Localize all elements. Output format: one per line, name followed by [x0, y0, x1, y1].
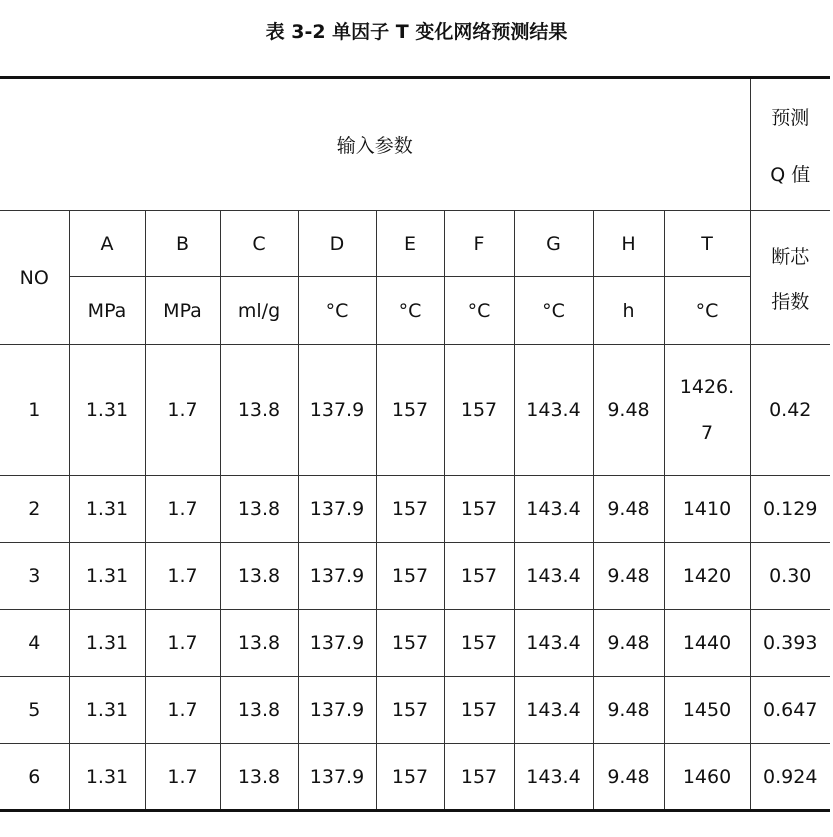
- unit-h: h: [593, 277, 664, 345]
- col-header-e: E: [376, 211, 444, 277]
- cell-a: 1.31: [69, 476, 145, 543]
- header-row-units: [0, 277, 830, 345]
- cell-no: 1: [0, 345, 69, 476]
- col-header-c: C: [220, 211, 298, 277]
- col-header-t: T: [664, 211, 750, 277]
- unit-f: °C: [444, 277, 514, 345]
- cell-no: 4: [0, 610, 69, 677]
- unit-d: °C: [298, 277, 376, 345]
- cell-f: 157: [444, 476, 514, 543]
- cell-e: 157: [376, 610, 444, 677]
- cell-c: 13.8: [220, 476, 298, 543]
- table-row: [0, 543, 830, 610]
- unit-c: ml/g: [220, 277, 298, 345]
- cell-q: 0.393: [750, 610, 830, 677]
- cell-no: 3: [0, 543, 69, 610]
- cell-q: 0.42: [750, 345, 830, 476]
- cell-f: 157: [444, 543, 514, 610]
- cell-b: 1.7: [145, 345, 220, 476]
- cell-e: 157: [376, 476, 444, 543]
- unit-g: °C: [514, 277, 593, 345]
- cell-h: 9.48: [593, 744, 664, 811]
- cell-t: 1440: [664, 610, 750, 677]
- unit-b: MPa: [145, 277, 220, 345]
- cell-d: 137.9: [298, 476, 376, 543]
- cell-q: 0.924: [750, 744, 830, 811]
- cell-f: 157: [444, 744, 514, 811]
- table-row: [0, 677, 830, 744]
- cell-t: 1450: [664, 677, 750, 744]
- predict-q-header: 预测 Q 值: [750, 78, 830, 211]
- cell-h: 9.48: [593, 610, 664, 677]
- cell-a: 1.31: [69, 543, 145, 610]
- cell-d: 137.9: [298, 345, 376, 476]
- cell-a: 1.31: [69, 744, 145, 811]
- cell-f: 157: [444, 345, 514, 476]
- table-title: 表 3-2 单因子 T 变化网络预测结果: [265, 21, 568, 43]
- col-header-b: B: [145, 211, 220, 277]
- unit-t: °C: [664, 277, 750, 345]
- col-header-h: H: [593, 211, 664, 277]
- cell-t: 1460: [664, 744, 750, 811]
- cell-no: 2: [0, 476, 69, 543]
- unit-a: MPa: [69, 277, 145, 345]
- table-row: [0, 744, 830, 811]
- cell-t: 1410: [664, 476, 750, 543]
- cell-c: 13.8: [220, 543, 298, 610]
- cell-g: 143.4: [514, 610, 593, 677]
- cell-e: 157: [376, 345, 444, 476]
- cell-h: 9.48: [593, 476, 664, 543]
- cell-c: 13.8: [220, 677, 298, 744]
- header-row-names: [0, 211, 830, 277]
- cell-q: 0.129: [750, 476, 830, 543]
- cell-t: 1420: [664, 543, 750, 610]
- no-header: NO: [0, 211, 69, 345]
- cell-b: 1.7: [145, 677, 220, 744]
- cell-c: 13.8: [220, 744, 298, 811]
- cell-h: 9.48: [593, 543, 664, 610]
- cell-d: 137.9: [298, 744, 376, 811]
- cell-q: 0.30: [750, 543, 830, 610]
- cell-c: 13.8: [220, 345, 298, 476]
- cell-f: 157: [444, 610, 514, 677]
- cell-f: 157: [444, 677, 514, 744]
- col-header-f: F: [444, 211, 514, 277]
- cell-a: 1.31: [69, 345, 145, 476]
- table-row: [0, 476, 830, 543]
- unit-e: °C: [376, 277, 444, 345]
- cell-g: 143.4: [514, 543, 593, 610]
- index-header: 断芯 指数: [750, 211, 830, 345]
- cell-a: 1.31: [69, 677, 145, 744]
- cell-c: 13.8: [220, 610, 298, 677]
- cell-a: 1.31: [69, 610, 145, 677]
- cell-e: 157: [376, 744, 444, 811]
- cell-t: 1426. 7: [664, 345, 750, 476]
- cell-g: 143.4: [514, 476, 593, 543]
- cell-h: 9.48: [593, 677, 664, 744]
- cell-b: 1.7: [145, 543, 220, 610]
- col-header-a: A: [69, 211, 145, 277]
- cell-b: 1.7: [145, 610, 220, 677]
- cell-b: 1.7: [145, 744, 220, 811]
- col-header-d: D: [298, 211, 376, 277]
- table-row: [0, 610, 830, 677]
- prediction-table: [0, 76, 830, 812]
- cell-d: 137.9: [298, 543, 376, 610]
- cell-h: 9.48: [593, 345, 664, 476]
- input-params-header: 输入参数: [0, 78, 750, 211]
- header-row-main: [0, 78, 830, 211]
- cell-q: 0.647: [750, 677, 830, 744]
- cell-d: 137.9: [298, 677, 376, 744]
- cell-e: 157: [376, 543, 444, 610]
- cell-b: 1.7: [145, 476, 220, 543]
- table-row: [0, 345, 830, 476]
- cell-e: 157: [376, 677, 444, 744]
- cell-g: 143.4: [514, 677, 593, 744]
- cell-no: 6: [0, 744, 69, 811]
- cell-no: 5: [0, 677, 69, 744]
- cell-d: 137.9: [298, 610, 376, 677]
- cell-g: 143.4: [514, 744, 593, 811]
- col-header-g: G: [514, 211, 593, 277]
- cell-g: 143.4: [514, 345, 593, 476]
